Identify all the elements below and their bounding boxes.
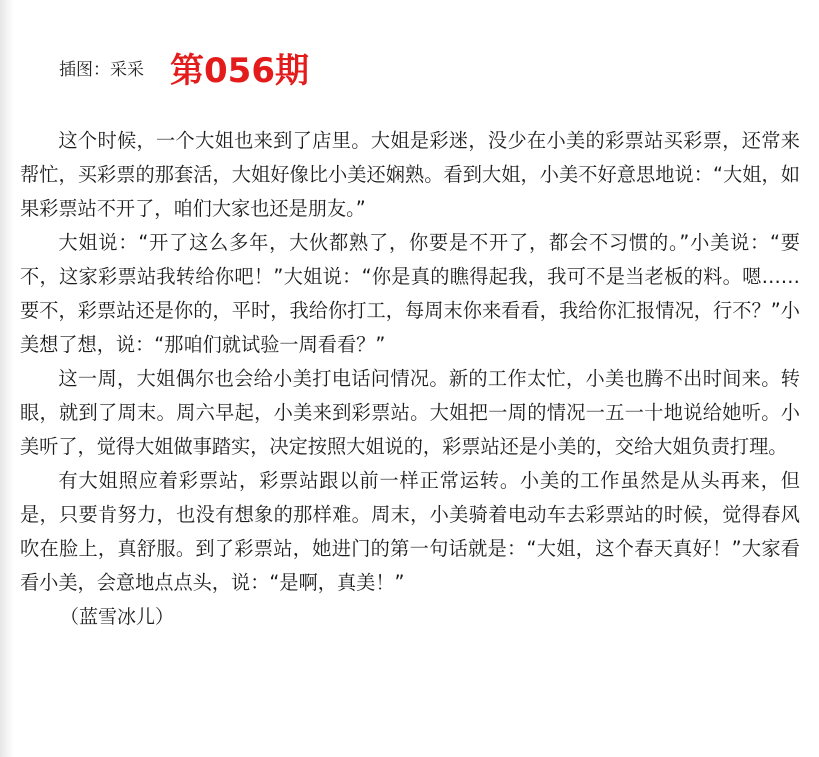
- article-header: [59, 42, 309, 92]
- issue-number: 第056期: [170, 50, 309, 91]
- author-byline: （蓝雪冰儿）: [60, 606, 175, 628]
- paragraph-3: 这一周，大姐偶尔也会给小美打电话问情况。新的工作太忙，小美也腾不出时间来。转眼，就到了周末。周六早起，小美来到彩票站。大姐把一周的情况一五一十地说给她听。小美听了，觉得大姐做事踏实，决定按照大姐说的，彩票站还是小美的，交给大姐负责打理。: [20, 367, 800, 458]
- paragraph-1: 这个时候，一个大姐也来到了店里。大姐是彩迷，没少在小美的彩票站买彩票，还常来帮忙，买彩票的那套活，大姐好像比小美还娴熟。看到大姐，小美不好意思地说：“大姐，如果彩票站不开了，咱们大家也还是朋友。”: [20, 129, 800, 220]
- paragraph-4: 有大姐照应着彩票站，彩票站跟以前一样正常运转。小美的工作虽然是从头再来，但是，只要肯努力，也没有想象的那样难。周末，小美骑着电动车去彩票站的时候，觉得春风吹在脸上，真舒服。到了彩票站，她进门的第一句话就是：“大姐，这个春天真好！”大家看看小美，会意地点点头，说：“是啊，真美！”: [20, 469, 800, 594]
- article-body: [20, 124, 800, 634]
- paragraph-2: 大姐说：“开了这么多年，大伙都熟了，你要是不开了，都会不习惯的。”小美说：“要不，这家彩票站我转给你吧！”大姐说：“你是真的瞧得起我，我可不是当老板的料。嗯……要不，彩票站还是你的，平时，我给你打工，每周末你来看看，我给你汇报情况，行不？”小美想了想，说：“那咱们就试验一周看看？”: [20, 231, 800, 356]
- page-edge-shadow: [0, 0, 14, 757]
- illustrator-credit: 插图：采采: [59, 59, 144, 80]
